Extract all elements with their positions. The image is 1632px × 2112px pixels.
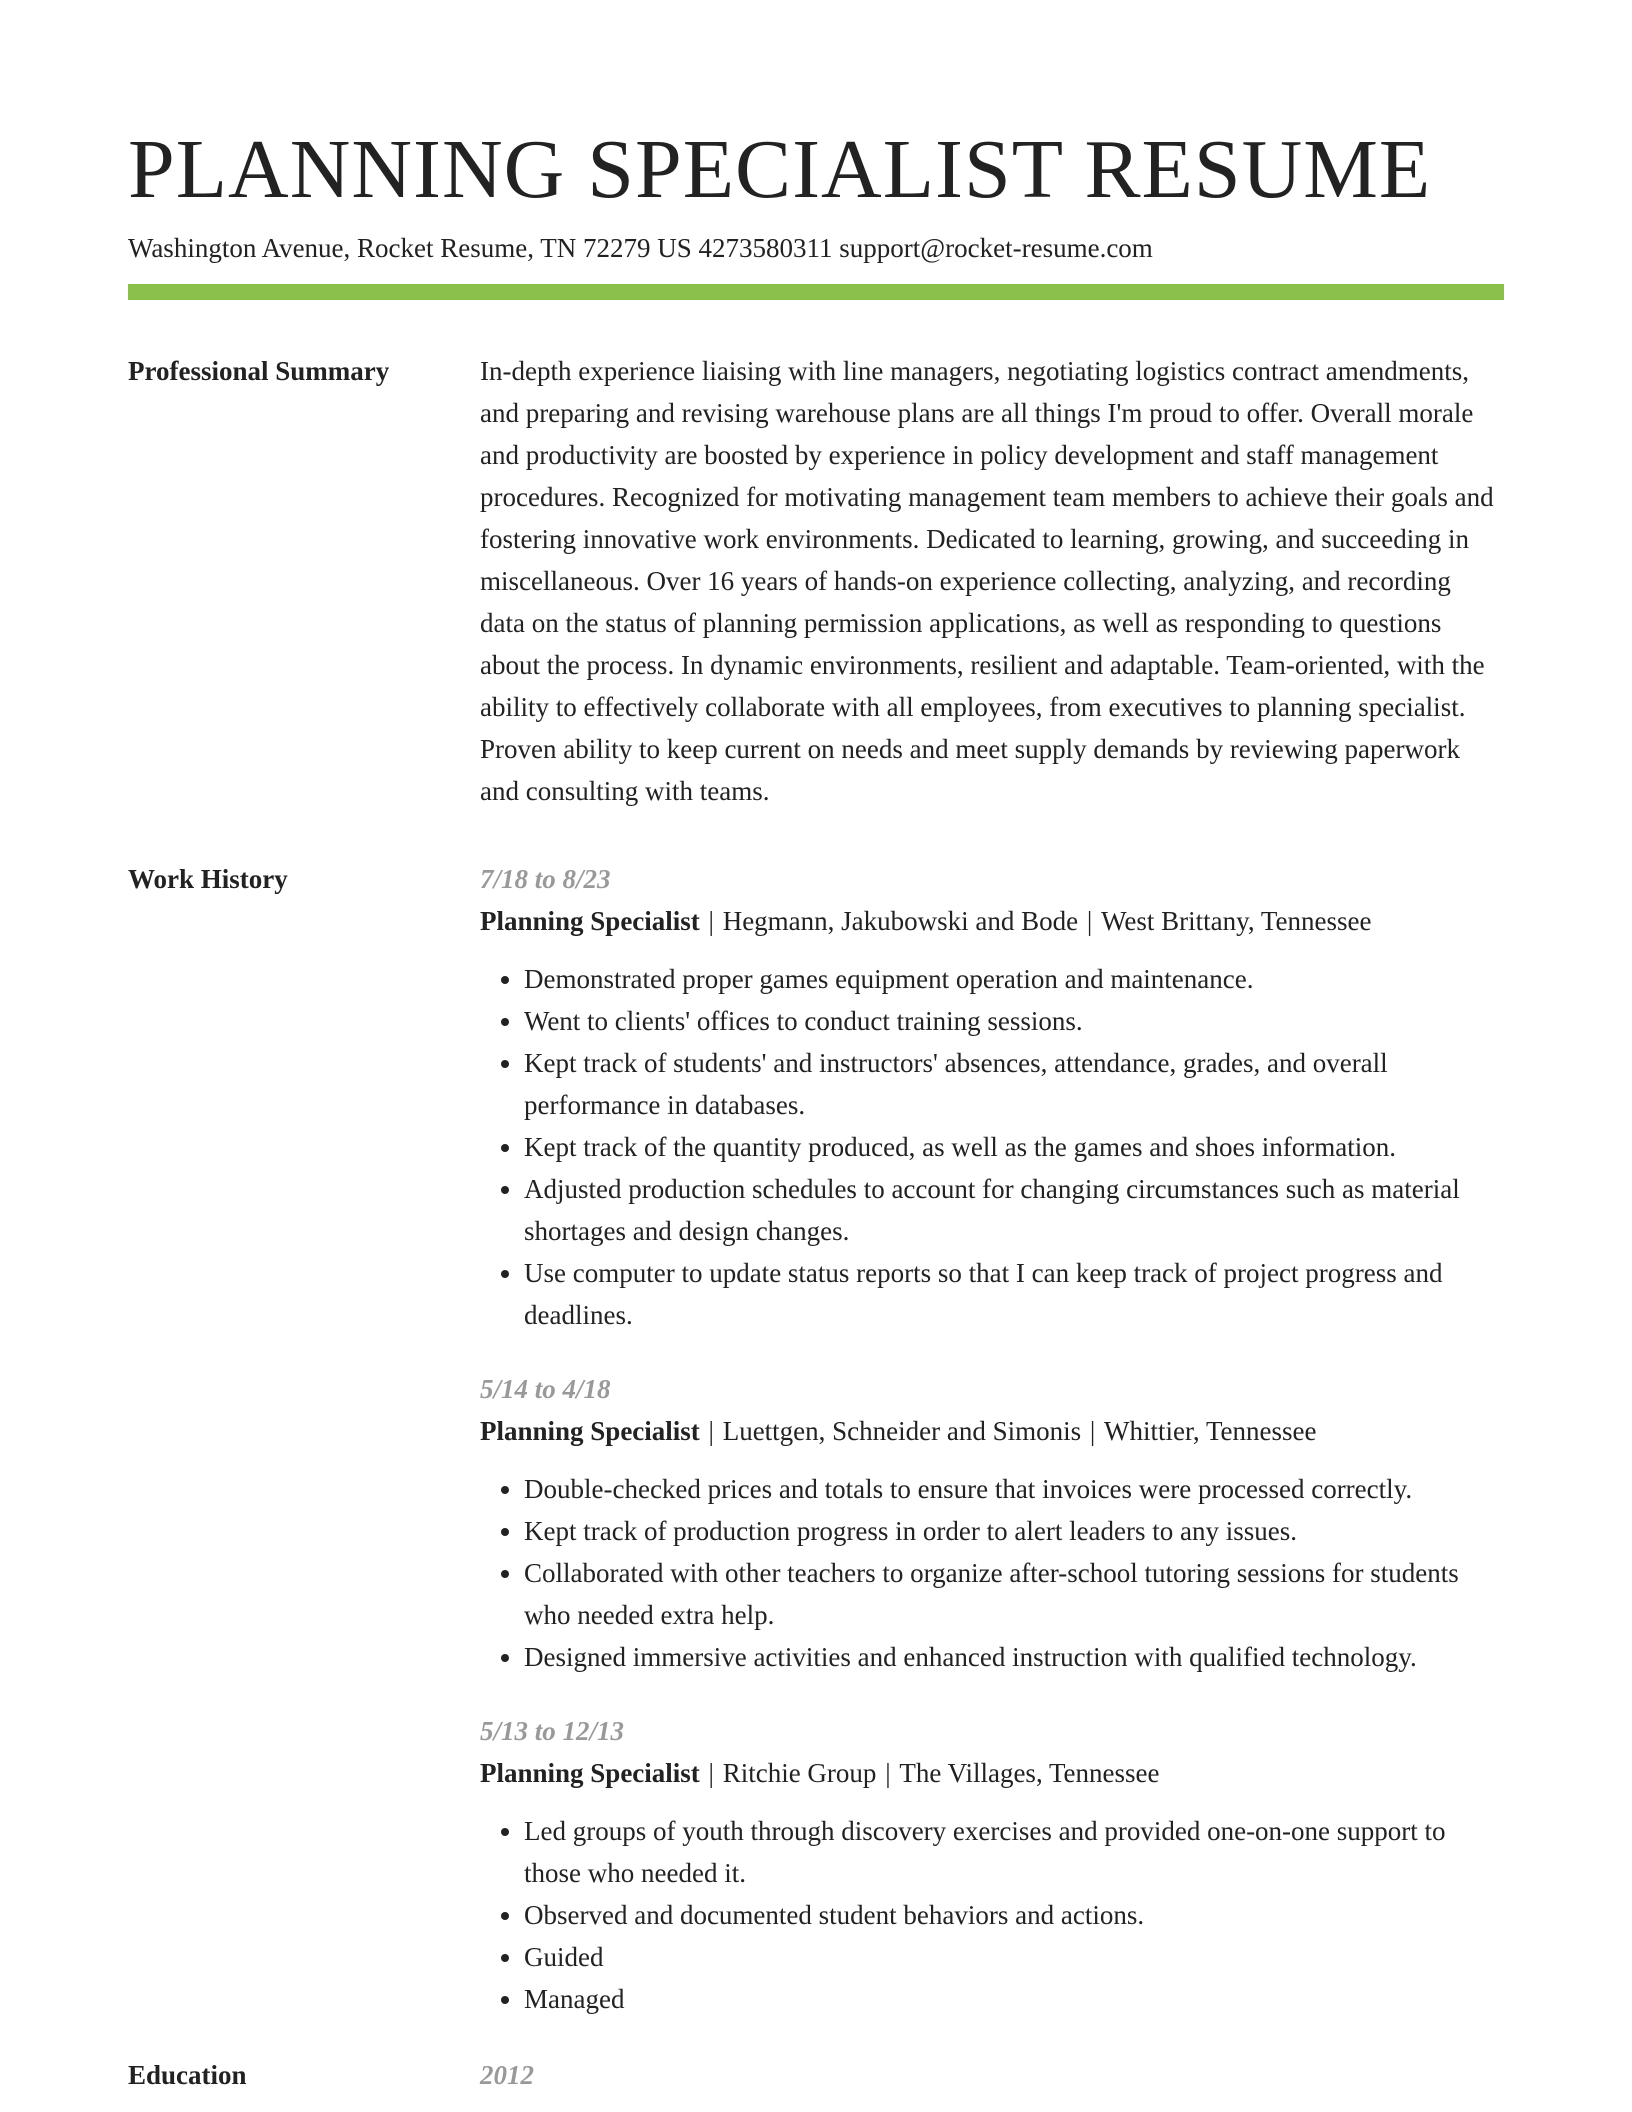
list-item: • Use computer to update status reports so that I can keep track of project progress and deadlines. <box>524 1252 1500 1336</box>
job-dates: 5/13 to 12/13 <box>480 1716 625 1746</box>
resume-page <box>128 120 1504 2096</box>
job-entry <box>480 1710 1500 2020</box>
job-entry <box>480 858 1500 1336</box>
job-bullets <box>480 1810 1500 2020</box>
list-item: • Observed and documented student behaviors and actions. <box>524 1894 1500 1936</box>
job-entry <box>480 1368 1500 1678</box>
contact-email: support@rocket-resume.com <box>839 233 1153 263</box>
resume-title: PLANNING SPECIALIST RESUME <box>128 123 1432 216</box>
job-bullets <box>480 1468 1500 1678</box>
job-dates: 7/18 to 8/23 <box>480 864 611 894</box>
list-item: • Adjusted production schedules to account for changing circumstances such as material shortages and design changes. <box>524 1168 1500 1252</box>
summary-section <box>128 350 1504 812</box>
job-bullets <box>480 958 1500 1336</box>
summary-text: In-depth experience liaising with line managers, negotiating logistics contract amendments, and preparing and revising warehouse plans are all things I'm proud to offer. Overall morale and productivity are boosted by experience in policy development and staff management procedures. Recognized for motivating management team members to achieve their goals and fostering innovative work environments. Dedicated to learning, growing, and succeeding in miscellaneous. Over 16 years of hands-on experience collecting, analyzing, and recording data on the status of planning permission applications, as well as responding to questions about the process. In dynamic environments, resilient and adaptable. Team-oriented, with the ability to effectively collaborate with all employees, from executives to planning specialist. Proven ability to keep current on needs and meet supply demands by reviewing paperwork and consulting with teams. <box>480 356 1494 806</box>
list-item: • Collaborated with other teachers to organize after-school tutoring sessions for students who needed extra help. <box>524 1552 1500 1636</box>
list-item: • Went to clients' offices to conduct training sessions. <box>524 1000 1500 1042</box>
list-item: • Led groups of youth through discovery exercises and provided one-on-one support to those who needed it. <box>524 1810 1500 1894</box>
job-location: West Brittany, Tennessee <box>1101 906 1372 936</box>
section-label-work-history: Work History <box>128 864 288 894</box>
section-label-summary: Professional Summary <box>128 356 390 386</box>
contact-line <box>128 230 1504 266</box>
job-company: Luettgen, Schneider and Simonis <box>722 1416 1082 1446</box>
job-title: Planning Specialist <box>480 906 700 936</box>
education-section <box>128 2054 1504 2096</box>
job-location: The Villages, Tennessee <box>899 1758 1160 1788</box>
job-company: Ritchie Group <box>722 1758 877 1788</box>
job-title: Planning Specialist <box>480 1758 700 1788</box>
list-item: • Kept track of students' and instructors' absences, attendance, grades, and overall performance in databases. <box>524 1042 1500 1126</box>
contact-address: Washington Avenue, Rocket Resume, TN 72279 US <box>128 233 692 263</box>
contact-phone: 4273580311 <box>698 233 833 263</box>
work-history-section <box>128 858 1504 2020</box>
list-item: • Double-checked prices and totals to ensure that invoices were processed correctly. <box>524 1468 1500 1510</box>
job-heading: Planning Specialist | Luettgen, Schneider and Simonis | Whittier, Tennessee <box>480 1416 1317 1446</box>
job-heading: Planning Specialist | Ritchie Group | The Villages, Tennessee <box>480 1758 1160 1788</box>
education-dates: 2012 <box>480 2060 534 2090</box>
list-item: • Demonstrated proper games equipment operation and maintenance. <box>524 958 1500 1000</box>
section-label-education: Education <box>128 2060 247 2090</box>
job-title: Planning Specialist <box>480 1416 700 1446</box>
accent-divider <box>128 284 1504 300</box>
list-item: • Managed <box>524 1978 1500 2020</box>
list-item: • Kept track of production progress in order to alert leaders to any issues. <box>524 1510 1500 1552</box>
job-company: Hegmann, Jakubowski and Bode <box>722 906 1079 936</box>
job-dates: 5/14 to 4/18 <box>480 1374 611 1404</box>
job-heading: Planning Specialist | Hegmann, Jakubowski and Bode | West Brittany, Tennessee <box>480 906 1372 936</box>
list-item: • Guided <box>524 1936 1500 1978</box>
list-item: • Designed immersive activities and enhanced instruction with qualified technology. <box>524 1636 1500 1678</box>
job-location: Whittier, Tennessee <box>1104 1416 1317 1446</box>
list-item: • Kept track of the quantity produced, as well as the games and shoes information. <box>524 1126 1500 1168</box>
